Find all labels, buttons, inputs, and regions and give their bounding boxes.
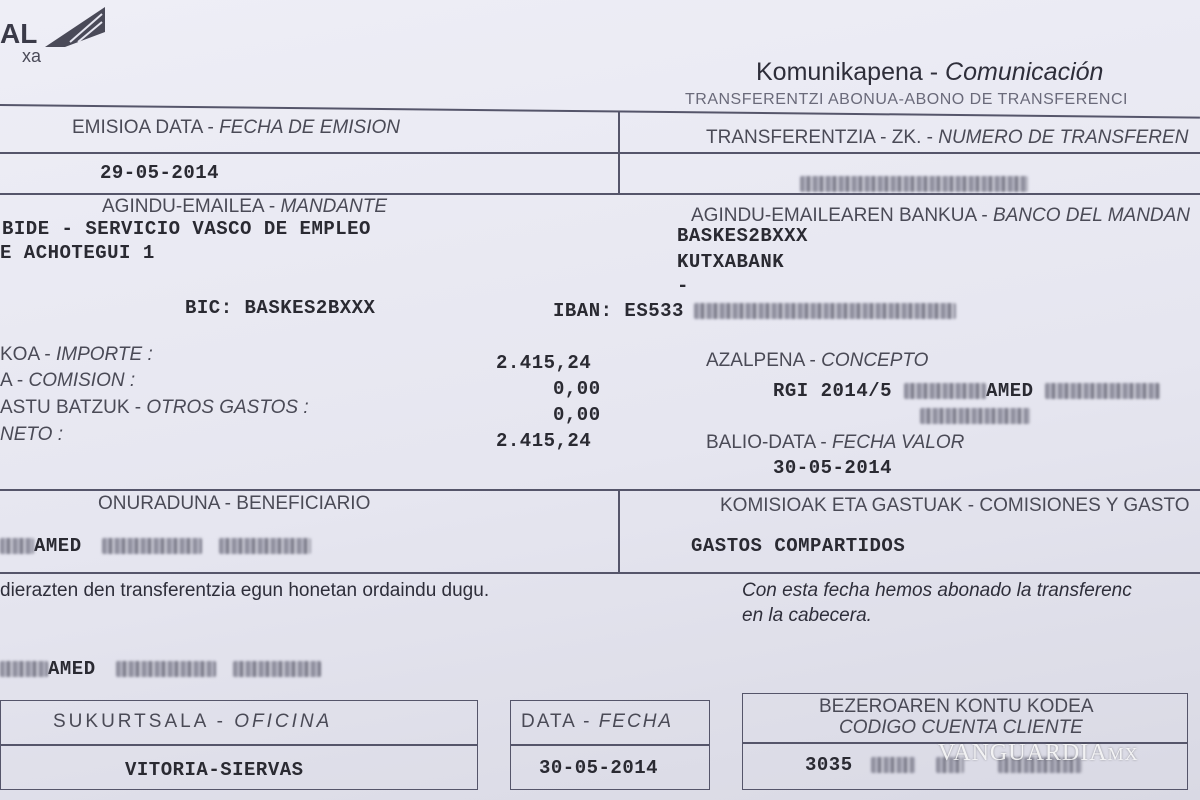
iban-label: IBAN: xyxy=(553,300,613,322)
emission-date: 29-05-2014 xyxy=(100,162,220,184)
transfer-number-label-eu: TRANSFERENTZIA - ZK. - xyxy=(706,127,933,148)
title-sep: - xyxy=(929,58,946,86)
grid-line-3 xyxy=(0,193,1200,195)
concepto-label-eu: AZALPENA - xyxy=(706,350,816,371)
oficina-value: VITORIA-SIERVAS xyxy=(125,759,304,781)
transfer-number-label xyxy=(706,127,1188,149)
logo-mark-icon xyxy=(40,2,110,52)
mandante-bank-dash: - xyxy=(677,275,689,297)
bank-logo xyxy=(0,18,41,67)
comision-value: 0,00 xyxy=(553,378,601,400)
beneficiario-label: ONURADUNA - BENEFICIARIO xyxy=(98,493,371,514)
comisiones-value: GASTOS COMPARTIDOS xyxy=(691,535,906,557)
mandante-name: BIDE - SERVICIO VASCO DE EMPLEO xyxy=(2,218,371,240)
iban-redacted xyxy=(694,303,956,319)
grid-line-4 xyxy=(0,489,1200,491)
cuenta-redacted-1 xyxy=(871,757,915,773)
grid-divider-mid xyxy=(618,490,620,572)
emission-label-es: FECHA DE EMISION xyxy=(219,117,400,138)
emission-label-eu: EMISIOA DATA - xyxy=(72,117,214,138)
otros-label-eu: ASTU BATZUK - xyxy=(0,397,142,418)
beneficiario-value xyxy=(0,535,311,557)
concepto-redacted-2 xyxy=(1045,383,1160,399)
beneficiario-mid: AMED xyxy=(34,535,82,557)
signature-redacted-1 xyxy=(0,661,48,677)
otros-label xyxy=(0,397,309,419)
signature-name xyxy=(0,658,321,680)
importe-label xyxy=(0,344,153,366)
mandante-address: E ACHOTEGUI 1 xyxy=(0,242,155,264)
grid-line-5 xyxy=(0,572,1200,574)
comision-label-eu: A - xyxy=(0,370,24,391)
notice-es-1: Con esta fecha hemos abonado la transferenc xyxy=(742,580,1132,601)
otros-label-es: OTROS GASTOS : xyxy=(146,397,309,418)
cuenta-label-es: CODIGO CUENTA CLIENTE xyxy=(839,717,1083,738)
signature-redacted-3 xyxy=(233,661,321,677)
fecha-valor-value: 30-05-2014 xyxy=(773,457,893,479)
mandante-bank-label xyxy=(691,205,1190,227)
fecha-valor-label-es: FECHA VALOR xyxy=(832,432,965,453)
title-eu: Komunikapena xyxy=(756,58,923,86)
bic-line xyxy=(185,297,375,319)
comision-label-es: COMISION : xyxy=(28,370,136,391)
neto-label-es: NETO : xyxy=(0,424,63,445)
iban-line xyxy=(553,300,956,322)
fecha-box xyxy=(510,700,710,790)
signature-mid: AMED xyxy=(48,658,96,680)
concepto-redacted-1 xyxy=(904,383,986,399)
document-title xyxy=(756,58,1103,87)
beneficiario-redacted-1 xyxy=(0,538,34,554)
importe-value: 2.415,24 xyxy=(496,352,592,374)
neto-value: 2.415,24 xyxy=(496,430,592,452)
bic-label: BIC: xyxy=(185,297,233,319)
title-es: Comunicación xyxy=(945,58,1104,86)
mandante-bank-bic: BASKES2BXXX xyxy=(677,225,808,247)
mandante-label-es: MANDANTE xyxy=(280,196,388,217)
concepto-label xyxy=(706,350,928,372)
logo-subtext: xa xyxy=(22,46,42,66)
mandante-bank-name: KUTXABANK xyxy=(677,251,785,273)
document-subtitle: TRANSFERENTZI ABONUA-ABONO DE TRANSFERENCI xyxy=(685,91,1128,108)
concepto-value xyxy=(773,380,1160,402)
watermark-text: VANGUARDIA xyxy=(938,740,1108,766)
fecha-value: 30-05-2014 xyxy=(539,757,659,779)
fecha-label-eu: DATA - xyxy=(521,711,592,732)
transfer-number-label-es: NUMERO DE TRANSFEREN xyxy=(938,127,1189,148)
fecha-label xyxy=(521,711,673,733)
fecha-valor-label xyxy=(706,432,964,454)
concepto-redacted-line2 xyxy=(920,407,1030,425)
oficina-label-es: OFICINA xyxy=(234,711,333,732)
watermark-suffix: MX xyxy=(1107,744,1139,764)
beneficiario-redacted-2 xyxy=(102,538,202,554)
comisiones-label: KOMISIOAK ETA GASTUAK - COMISIONES Y GASTO xyxy=(720,495,1190,516)
oficina-label-eu: SUKURTSALA - xyxy=(53,711,226,732)
mandante-label-eu: AGINDU-EMAILEA - xyxy=(102,196,276,217)
watermark xyxy=(938,740,1139,767)
cuenta-label-eu: BEZEROAREN KONTU KODEA xyxy=(819,696,1094,717)
bic-value: BASKES2BXXX xyxy=(244,297,376,319)
importe-label-es: IMPORTE : xyxy=(55,344,153,365)
concepto-mid: AMED xyxy=(985,380,1034,402)
signature-redacted-2 xyxy=(116,661,216,677)
mandante-bank-label-eu: AGINDU-EMAILEAREN BANKUA - xyxy=(691,205,988,226)
concepto-prefix: RGI 2014/5 xyxy=(773,380,893,402)
notice-es-2: en la cabecera. xyxy=(742,605,872,626)
importe-label-eu: KOA - xyxy=(0,344,51,365)
beneficiario-redacted-3 xyxy=(219,538,311,554)
fecha-label-es: FECHA xyxy=(598,711,674,732)
neto-label xyxy=(0,424,63,446)
fecha-valor-label-eu: BALIO-DATA - xyxy=(706,432,827,453)
oficina-label xyxy=(53,711,332,733)
otros-value: 0,00 xyxy=(553,404,601,426)
concepto-label-es: CONCEPTO xyxy=(821,350,929,371)
cuenta-prefix: 3035 xyxy=(805,754,853,776)
grid-line-2 xyxy=(0,152,1200,154)
oficina-box xyxy=(0,700,478,790)
emission-label xyxy=(72,117,400,139)
transfer-number-redacted xyxy=(800,175,1028,193)
notice-eu: dierazten den transferentzia egun honetan ordaindu dugu. xyxy=(0,580,490,601)
logo-text: AL xyxy=(0,18,38,49)
comision-label xyxy=(0,370,135,392)
iban-prefix: ES533 xyxy=(624,300,684,322)
grid-divider-top xyxy=(618,112,620,194)
mandante-bank-label-es: BANCO DEL MANDAN xyxy=(992,205,1191,226)
mandante-label xyxy=(102,196,387,218)
